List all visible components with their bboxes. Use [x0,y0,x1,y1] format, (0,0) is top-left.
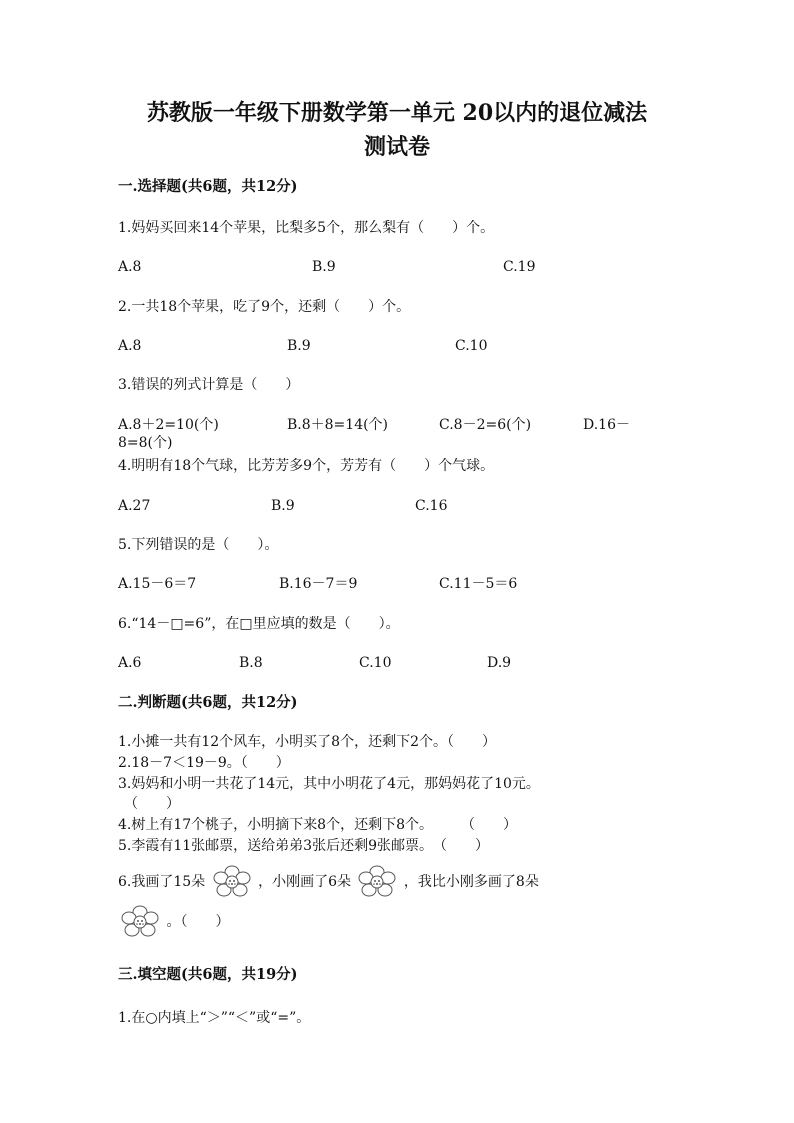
flower-icon [355,864,399,900]
option-6d: D.9 [487,655,512,671]
question-judge-6 [118,864,539,900]
question-choice-6: 6.“14－□=6”，在□里应填的数是（ ）。 [118,616,400,632]
option-4c: C.16 [415,498,448,514]
section-heading-fill: 三.填空题(共6题，共19分) [118,966,298,983]
question-choice-4: 4.明明有18个气球，比芳芳多9个，芳芳有（ ）个气球。 [118,458,495,474]
question-choice-3: 3.错误的列式计算是（ ） [118,377,300,393]
question-judge-3: 3.妈妈和小明一共花了14元，其中小明花了4元，那妈妈花了10元。 [118,776,540,792]
question-judge-6-part1: 6.我画了15朵 [118,874,206,890]
option-6b: B.8 [239,655,263,671]
option-5b: B.16－7＝9 [279,576,358,592]
option-2a: A.8 [118,338,142,354]
question-judge-6-part3: ，我比小刚多画了8朵 [403,874,539,890]
option-5a: A.15－6＝7 [118,576,197,592]
option-3c: C.8－2=6(个) [439,417,532,433]
question-choice-5: 5.下列错误的是（ ）。 [118,537,279,553]
option-3d-wrap: 8=8(个) [118,435,173,451]
option-3d: D.16－ [583,417,630,433]
option-2c: C.10 [455,338,488,354]
option-3b: B.8＋8=14(个) [287,417,389,433]
option-3a: A.8＋2=10(个) [118,417,219,433]
page-title [0,96,794,164]
question-judge-1: 1.小摊一共有12个风车，小明买了8个，还剩下2个。（ ） [118,734,496,750]
option-6a: A.6 [118,655,142,671]
option-1b: B.9 [312,259,336,275]
question-judge-3-paren: （ ） [124,796,180,812]
section-heading-choice: 一.选择题(共6题，共12分) [118,178,298,195]
title-line-2: 测试卷 [363,134,430,160]
option-4b: B.9 [271,498,295,514]
title-line-1: 苏教版一年级下册数学第一单元 20以内的退位减法 [146,100,648,126]
option-4a: A.27 [118,498,151,514]
question-choice-2: 2.一共18个苹果，吃了9个，还剩（ ）个。 [118,299,411,315]
question-judge-6-cont [118,902,229,942]
flower-icon [118,904,162,940]
option-1a: A.8 [118,259,142,275]
flower-icon [210,864,254,900]
option-1c: C.19 [503,259,536,275]
question-judge-4: 4.树上有17个桃子，小明摘下来8个，还剩下8个。 （ ） [118,817,517,833]
option-5c: C.11－5＝6 [439,576,518,592]
question-choice-1: 1.妈妈买回来14个苹果，比梨多5个，那么梨有（ ）个。 [118,220,495,236]
question-judge-6-part4: 。（ ） [166,914,230,930]
option-2b: B.9 [287,338,311,354]
question-judge-2: 2.18－7＜19－9。（ ） [118,755,290,771]
question-judge-5: 5.李霞有11张邮票，送给弟弟3张后还剩9张邮票。 （ ） [118,838,489,854]
question-fill-1: 1.在○内填上“＞”“＜”或“=”。 [118,1010,311,1026]
question-judge-6-part2: ，小刚画了6朵 [258,874,351,890]
section-heading-judge: 二.判断题(共6题，共12分) [118,694,298,711]
option-6c: C.10 [359,655,392,671]
